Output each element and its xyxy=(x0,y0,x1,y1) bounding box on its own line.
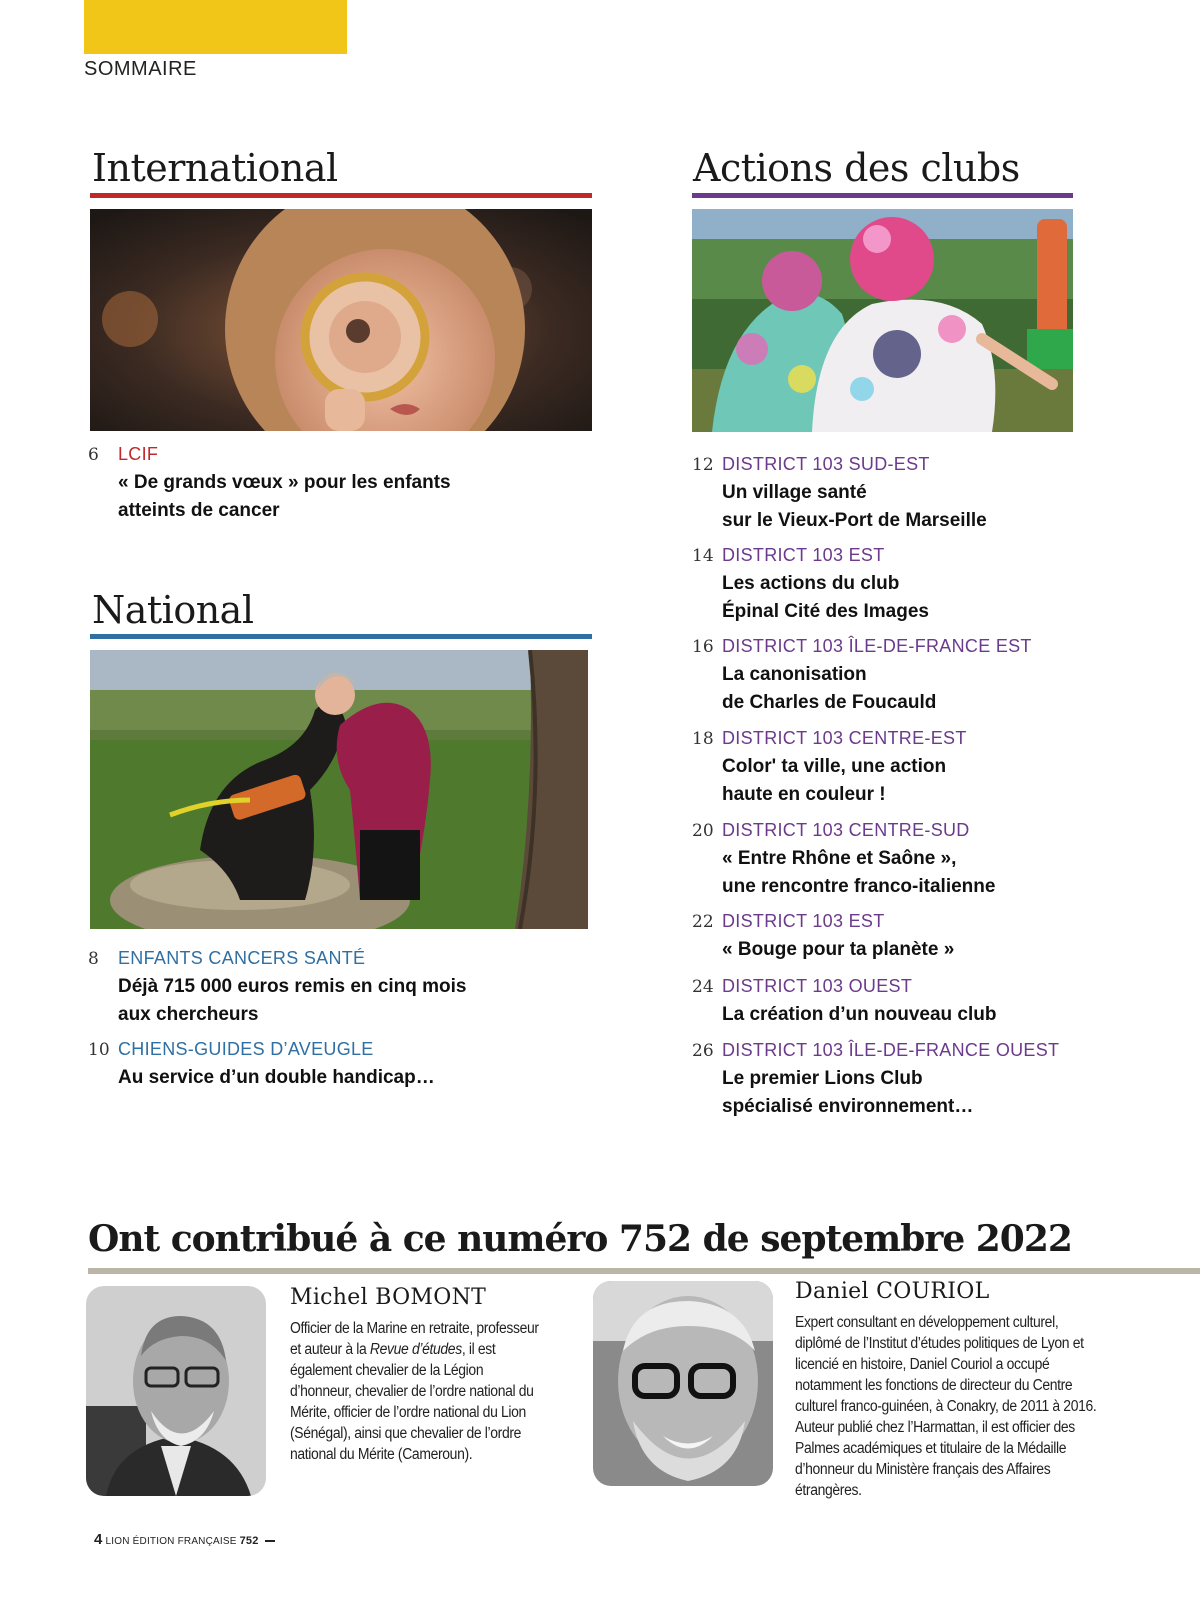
entry-title: « De grands vœux » pour les enfants atteints de cancer xyxy=(118,472,451,521)
contributor-first-name: Daniel xyxy=(795,1279,869,1304)
entry-category: DISTRICT 103 OUEST xyxy=(722,976,913,996)
entry-category: DISTRICT 103 CENTRE-SUD xyxy=(722,820,970,840)
girl-with-magnifying-glass-photo xyxy=(90,209,592,431)
page-number: 12 xyxy=(692,455,714,475)
entry-category: ENFANTS CANCERS SANTÉ xyxy=(118,948,366,968)
section-label: SOMMAIRE xyxy=(84,58,197,80)
contributors-heading: Ont contribué à ce numéro 752 de septembre 2022 xyxy=(88,1218,1072,1260)
contributors-rule xyxy=(88,1268,1200,1274)
bio-text: , il est également chevalier de la Légion d’honneur, chevalier de l’ordre national du Mérite, officier de l’ordre national du Lion (Sénégal), ainsi que chevalier de l’ordre national du Mérite (Cameroun). xyxy=(290,1341,534,1463)
page-number: 20 xyxy=(692,821,714,841)
entry-category: DISTRICT 103 EST xyxy=(722,911,885,931)
entry-title: Déjà 715 000 euros remis en cinq mois aux chercheurs xyxy=(118,976,467,1025)
color-run-children-photo xyxy=(692,209,1073,432)
bio-text: Officier de la Marine en retraite, professeur et auteur à la xyxy=(290,1320,539,1358)
yellow-header-tab xyxy=(84,0,347,54)
entry-title: La création d’un nouveau club xyxy=(722,1004,997,1025)
page-number: 26 xyxy=(692,1041,714,1061)
page-number: 24 xyxy=(692,977,714,997)
page-number: 22 xyxy=(692,912,714,932)
national-rule xyxy=(90,634,592,639)
entry-category: DISTRICT 103 SUD-EST xyxy=(722,454,930,474)
footer-issue-number: 752 xyxy=(239,1535,259,1547)
page-footer xyxy=(94,1531,275,1548)
entry-category: DISTRICT 103 ÎLE-DE-FRANCE OUEST xyxy=(722,1040,1060,1060)
entry-title: Le premier Lions Club spécialisé environnement… xyxy=(722,1068,974,1117)
page-number: 10 xyxy=(88,1040,110,1060)
clubs-heading: Actions des clubs xyxy=(693,146,1020,190)
footer-page-number: 4 xyxy=(94,1531,103,1548)
entry-category: DISTRICT 103 CENTRE-EST xyxy=(722,728,967,748)
entry-category: DISTRICT 103 ÎLE-DE-FRANCE EST xyxy=(722,636,1032,656)
clubs-rule xyxy=(692,193,1073,198)
entry-title: Les actions du club Épinal Cité des Images xyxy=(722,573,929,622)
page-number: 14 xyxy=(692,546,714,566)
entry-title: La canonisation de Charles de Foucauld xyxy=(722,664,937,713)
contributor-bio: Expert consultant en développement culturel, diplômé de l’Institut d’études politiques de Lyon et licencié en histoire, Daniel Couriol a occupé notamment les fonctions de directeur du Centre culturel franco-guinéen, à Conakry, de 2011 à 2016. Auteur publié chez l’Harmattan, il est officier des Palmes académiques et titulaire de la Médaille d’honneur du Ministère français des Affaires étrangères. xyxy=(795,1314,1097,1499)
michel-bomont-portrait xyxy=(86,1286,266,1496)
daniel-couriol-portrait xyxy=(593,1281,773,1486)
page-number: 18 xyxy=(692,729,714,749)
entry-title: Au service d’un double handicap… xyxy=(118,1067,435,1088)
page-number: 8 xyxy=(88,949,99,969)
contributor-name xyxy=(795,1279,990,1304)
entry-title: Color' ta ville, une action haute en couleur ! xyxy=(722,756,947,805)
contributor-last-name: COURIOL xyxy=(876,1279,990,1304)
entry-category: CHIENS-GUIDES D’AVEUGLE xyxy=(118,1039,374,1059)
footer-dash xyxy=(265,1540,275,1542)
page-number: 6 xyxy=(88,445,99,465)
contributor-bio xyxy=(290,1318,547,1465)
contributor-name xyxy=(290,1285,486,1310)
footer-magazine-name: LION ÉDITION FRANÇAISE xyxy=(105,1536,237,1547)
entry-category: DISTRICT 103 EST xyxy=(722,545,885,565)
contributor-first-name: Michel xyxy=(290,1285,368,1310)
bio-italic-text: Revue d’études xyxy=(369,1341,462,1358)
entry-title: « Bouge pour ta planète » xyxy=(722,939,955,960)
entry-title: Un village santé sur le Vieux-Port de Marseille xyxy=(722,482,987,531)
woman-with-guide-dog-photo xyxy=(90,650,588,929)
page-number: 16 xyxy=(692,637,714,657)
international-rule xyxy=(90,193,592,198)
contributor-last-name: BOMONT xyxy=(375,1285,487,1310)
entry-title: « Entre Rhône et Saône », une rencontre franco-italienne xyxy=(722,848,996,897)
entry-category: LCIF xyxy=(118,444,159,464)
international-heading: International xyxy=(92,146,338,190)
national-heading: National xyxy=(92,588,254,632)
